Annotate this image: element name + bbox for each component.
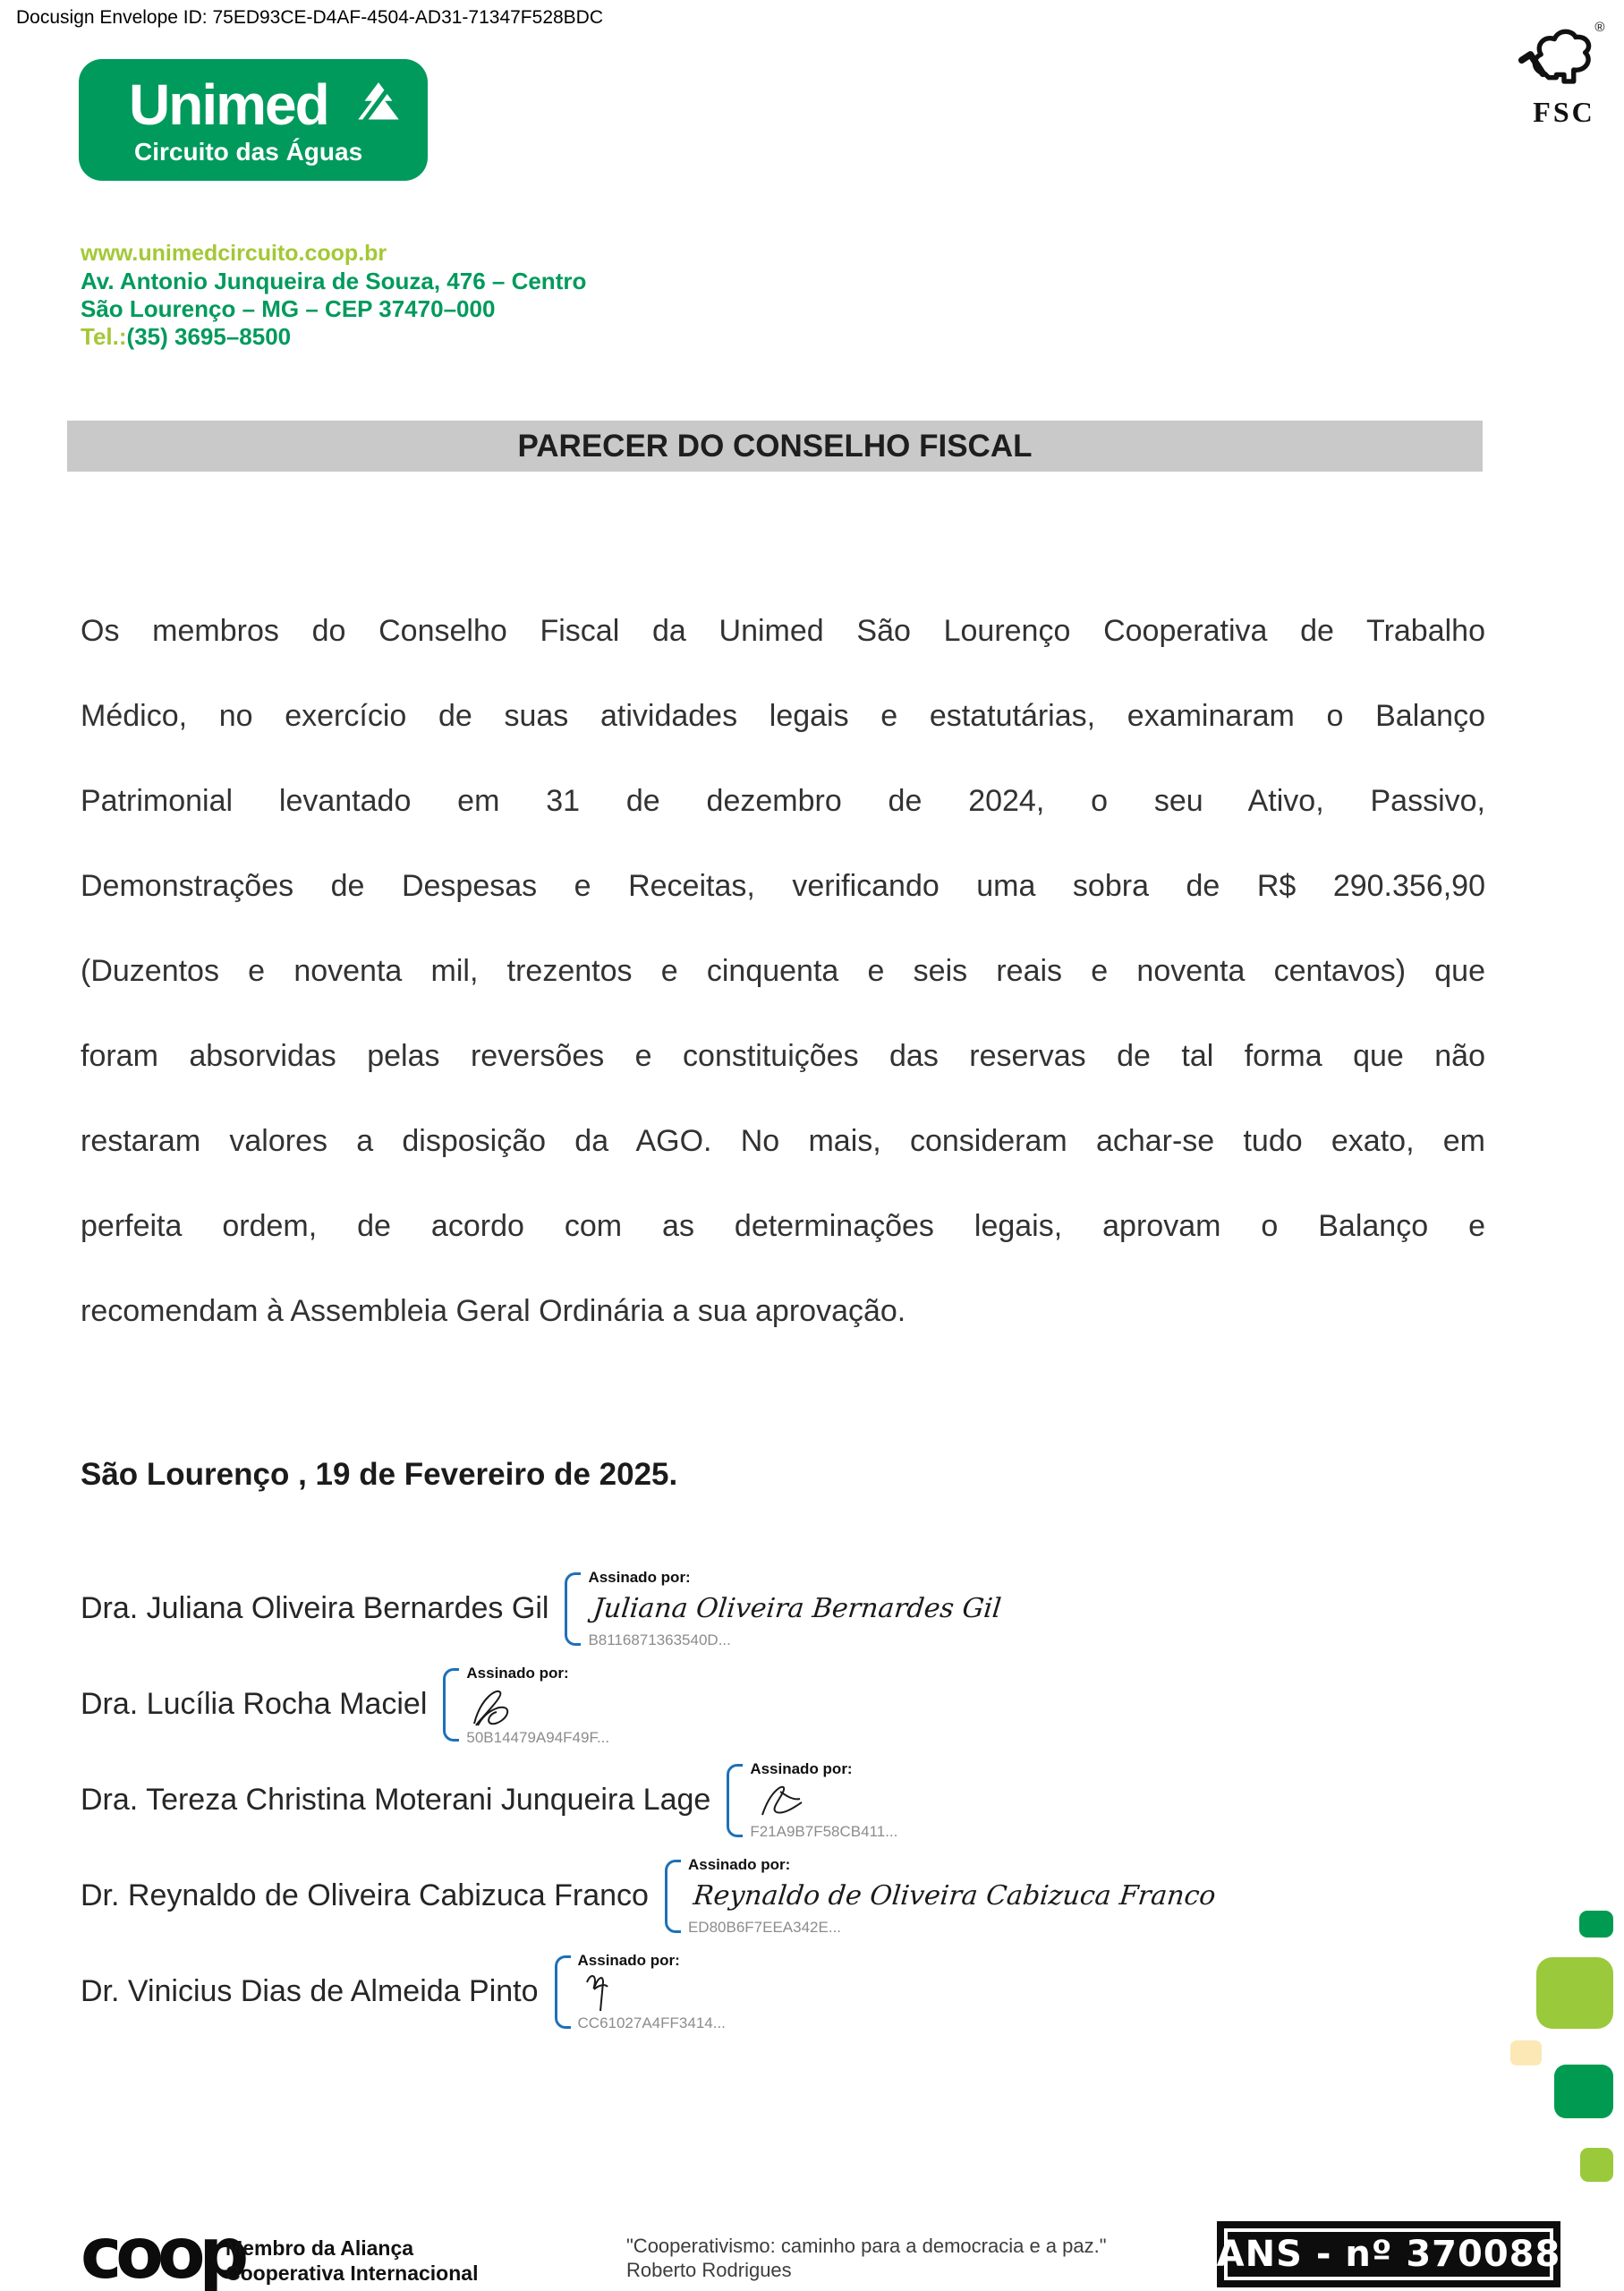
signature-scribble-icon (755, 1781, 809, 1820)
unimed-region-label: Circuito das Águas (134, 138, 363, 166)
docusign-stamp (443, 1665, 609, 1745)
quote-text: "Cooperativismo: caminho para a democracia e a paz." (626, 2235, 1107, 2257)
signature-id: 50B14479A94F49F... (466, 1728, 610, 1746)
stamp-bracket-icon (727, 1764, 743, 1837)
signature-list (81, 1561, 1218, 2040)
quote-author: Roberto Rodrigues (626, 2259, 792, 2281)
registered-mark: ® (1594, 20, 1605, 36)
assinado-label: Assinado por: (588, 1568, 691, 1586)
signer-name: Dr. Vinicius Dias de Almeida Pinto (81, 1974, 539, 2008)
docusign-stamp (727, 1760, 897, 1841)
fsc-label: FSC (1533, 96, 1595, 128)
unimed-logo (79, 59, 428, 181)
footer-quote (626, 2234, 1107, 2282)
body-line: (Duzentos e noventa mil, trezentos e cinquenta e seis reais e noventa centavos) que (81, 954, 1485, 988)
address-line-1: Av. Antonio Junqueira de Souza, 476 – Centro (81, 268, 587, 294)
docusign-stamp (555, 1952, 726, 2032)
ans-badge-inner (1216, 2228, 1561, 2280)
membership-line-1: Membro da Aliança (225, 2236, 414, 2260)
ans-label: ANS - nº 370088 (1216, 2234, 1561, 2275)
phone-label: Tel.: (81, 323, 127, 350)
stamp-bracket-icon (443, 1668, 459, 1742)
signature-row (81, 1944, 1215, 2040)
deco-square-dark-green (1554, 2065, 1613, 2118)
body-line: restaram valores a disposição da AGO. No mais, consideram achar-se tudo exato, em (81, 1124, 1485, 1158)
website-url: www.unimedcircuito.coop.br (81, 241, 387, 266)
unimed-wordmark: Unimed (129, 72, 328, 137)
signer-name: Dra. Lucília Rocha Maciel (81, 1687, 428, 1721)
assinado-label: Assinado por: (577, 1951, 680, 1969)
date-line: São Lourenço , 19 de Fevereiro de 2025. (81, 1457, 678, 1492)
docusign-envelope-id: Docusign Envelope ID: 75ED93CE-D4AF-4504-AD31-71347F528BDC (16, 7, 604, 28)
address-line-2: São Lourenço – MG – CEP 37470–000 (81, 295, 496, 322)
unimed-tree-icon (351, 79, 406, 139)
deco-square-light-green (1536, 1957, 1613, 2029)
fsc-logo (1510, 18, 1618, 129)
signature-id: ED80B6F7EEA342E... (687, 1918, 842, 1936)
body-line: perfeita ordem, de acordo com as determinações legais, aprovam o Balanço e (81, 1209, 1485, 1243)
deco-square-dark-green (1579, 1911, 1613, 1938)
signature-id: B8116871363540D... (588, 1631, 731, 1648)
title-bar (67, 421, 1483, 472)
stamp-bracket-icon (555, 1955, 571, 2029)
contact-block (81, 240, 586, 354)
assinado-label: Assinado por: (687, 1855, 791, 1873)
phone-line (81, 323, 586, 354)
body-line: Patrimonial levantado em 31 de dezembro de 2024, o seu Ativo, Passivo, (81, 784, 1485, 818)
assinado-label: Assinado por: (750, 1759, 853, 1777)
signer-name: Dra. Tereza Christina Moterani Junqueira Lage (81, 1783, 711, 1817)
signature-row (81, 1561, 1215, 1657)
signature-row (81, 1657, 1215, 1752)
signer-name: Dr. Reynaldo de Oliveira Cabizuca Franco (81, 1878, 649, 1912)
signer-name: Dra. Juliana Oliveira Bernardes Gil (81, 1591, 549, 1625)
signature-row (81, 1848, 1218, 1944)
deco-square-cream (1510, 2040, 1542, 2065)
docusign-stamp (565, 1568, 1004, 1649)
body-line: foram absorvidas pelas reversões e constituições das reservas de tal forma que não (81, 1039, 1485, 1073)
body-line: recomendam à Assembleia Geral Ordinária a sua aprovação. (81, 1294, 906, 1328)
body-line: Os membros do Conselho Fiscal da Unimed São Lourenço Cooperativa de Trabalho (81, 614, 1485, 648)
stamp-bracket-icon (565, 1572, 581, 1646)
body-line: Médico, no exercício de suas atividades legais e estatutárias, examinaram o Balanço (81, 699, 1485, 733)
phone-number: (35) 3695–8500 (126, 323, 292, 350)
coop-logo: coop (81, 2214, 243, 2291)
document-body (81, 589, 1485, 1354)
signature-id: CC61027A4FF3414... (577, 2014, 726, 2031)
membership-label (225, 2236, 478, 2286)
deco-square-light-green (1580, 2148, 1613, 2182)
signature-cursive: Reynaldo de Oliveira Cabizuca Franco (692, 1880, 1218, 1912)
ans-badge (1217, 2221, 1560, 2287)
page-title: PARECER DO CONSELHO FISCAL (517, 429, 1033, 464)
signature-id: F21A9B7F58CB411... (750, 1822, 898, 1840)
docusign-stamp (665, 1855, 1218, 1937)
stamp-bracket-icon (665, 1860, 681, 1933)
body-line: Demonstrações de Despesas e Receitas, verificando uma sobra de R$ 290.356,90 (81, 869, 1485, 903)
fsc-tree-icon (1515, 18, 1613, 95)
signature-row (81, 1752, 1215, 1848)
assinado-label: Assinado por: (466, 1664, 569, 1682)
signature-scribble-icon (472, 1682, 516, 1729)
membership-line-2: Cooperativa Internacional (225, 2261, 479, 2285)
signature-scribble-icon (583, 1970, 612, 2014)
signature-cursive: Juliana Oliveira Bernardes Gil (591, 1593, 1004, 1624)
